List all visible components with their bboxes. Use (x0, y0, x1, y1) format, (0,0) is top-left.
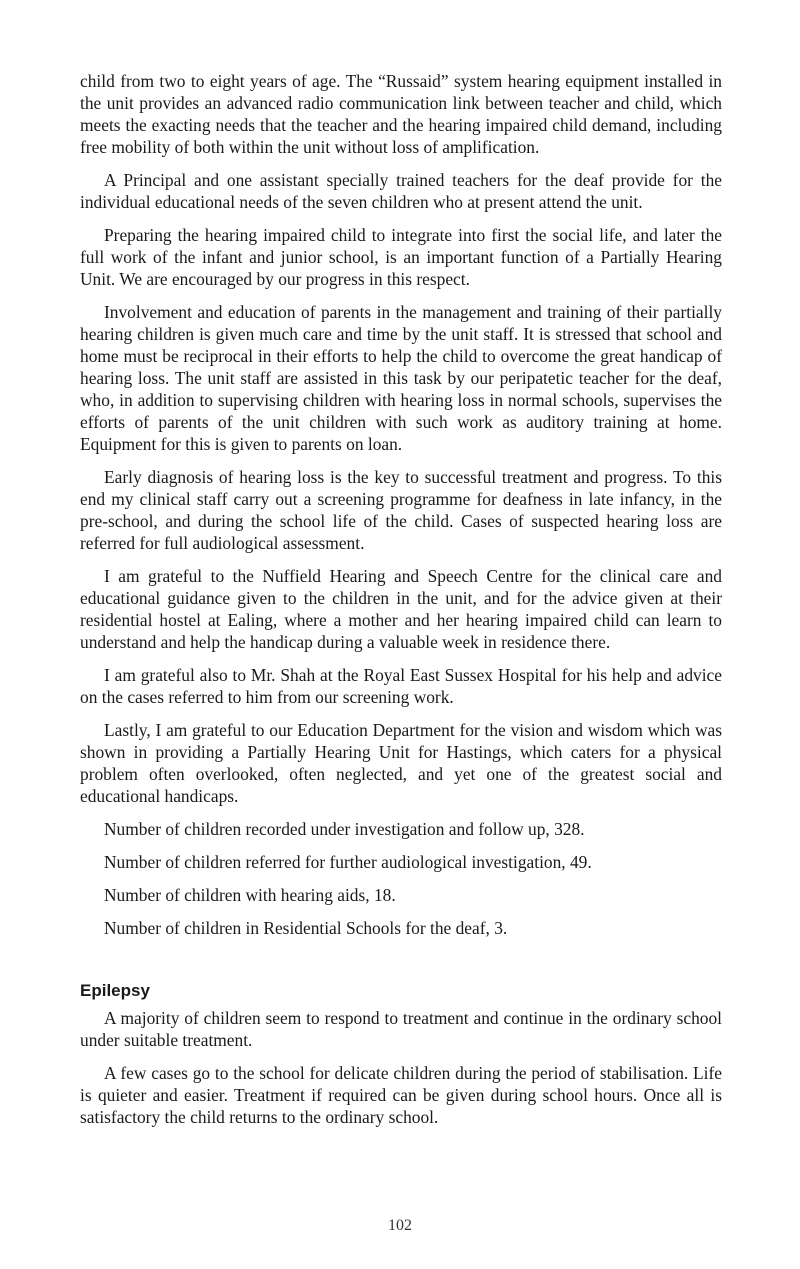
paragraph-epilepsy-majority: A majority of children seem to respond to treatment and continue in the ordinary school under suitable treatment. (80, 1008, 722, 1050)
statistic-residential: Number of children in Residential Schools for the deaf, 3. (104, 918, 508, 938)
paragraph-teachers: A Principal and one assistant specially trained teachers for the deaf provide for the individual educational needs of the seven children who at present attend the unit. (80, 170, 722, 212)
paragraph-early-diagnosis: Early diagnosis of hearing loss is the key to successful treatment and progress. To this end my clinical staff carry out a screening programme for deafness in late infancy, in the pre-school, and during the school life of the child. Cases of suspected hearing loss are referred for full audiological assessment. (80, 467, 722, 553)
document-page (80, 70, 722, 1139)
page-number: 102 (388, 1217, 412, 1234)
statistic-follow-up: Number of children recorded under investigation and follow up, 328. (104, 819, 585, 839)
paragraph-parents: Involvement and education of parents in the management and training of their partially hearing children is given much care and time by the unit staff. It is stressed that school and home must be reciprocal in their efforts to help the child to overcome the great handicap of hearing loss. The unit staff are assisted in this task by our peripatetic teacher for the deaf, who, in addition to supervising children with hearing loss in normal schools, supervises the efforts of parents of the unit children with such work as auditory training at home. Equipment for this is given to parents on loan. (80, 302, 722, 454)
paragraph-epilepsy-delicate: A few cases go to the school for delicate children during the period of stabilisation. Life is quieter and easier. Treatment if required can be given during school hours. Once all is satisfactory the child returns to the ordinary school. (80, 1063, 722, 1127)
statistic-audiological: Number of children referred for further audiological investigation, 49. (104, 852, 592, 872)
paragraph-nuffield: I am grateful to the Nuffield Hearing and Speech Centre for the clinical care and educational guidance given to the children in the unit, and for the advice given at their residential hostel at Ealing, where a mother and her hearing impaired child can learn to understand and help the handicap during a valuable week in residence there. (80, 566, 722, 652)
paragraph-integration: Preparing the hearing impaired child to integrate into first the social life, and later the full work of the infant and junior school, is an important function of a Partially Hearing Unit. We are encouraged by our progress in this respect. (80, 225, 722, 289)
statistic-hearing-aids: Number of children with hearing aids, 18. (104, 885, 396, 905)
paragraph-russaid-equipment: child from two to eight years of age. The “Russaid” system hearing equipment installed in the unit provides an advanced radio communication link between teacher and child, which meets the exacting needs that the teacher and the hearing impaired child demand, including free mobility of both within the unit without loss of amplification. (80, 71, 722, 157)
paragraph-education-department: Lastly, I am grateful to our Education Department for the vision and wisdom which was shown in providing a Partially Hearing Unit for Hastings, which caters for a physical problem often overlooked, often neglected, and yet one of the greatest social and educational handicaps. (80, 720, 722, 806)
section-heading-epilepsy: Epilepsy (80, 981, 150, 1000)
paragraph-mr-shah: I am grateful also to Mr. Shah at the Royal East Sussex Hospital for his help and advice on the cases referred to him from our screening work. (80, 665, 722, 707)
